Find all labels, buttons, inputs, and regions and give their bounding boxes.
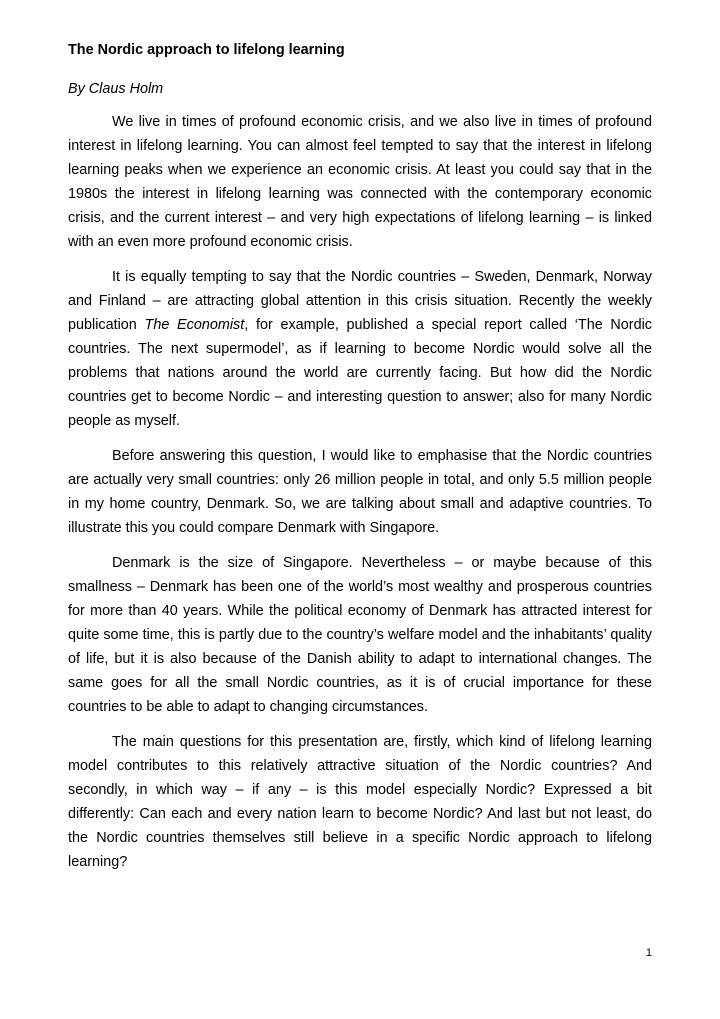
document-title: The Nordic approach to lifelong learning xyxy=(68,42,345,58)
text-run: It is equally tempting to say that the Nordic countries – Sweden, Denmark, Norway and Finland – are attracting global attention in this crisis situation. Recently the weekly publication xyxy=(68,269,652,333)
author-byline: By Claus Holm xyxy=(68,81,164,97)
text-run: Denmark is the size of Singapore. Nevertheless – or maybe because of this smallness – Denmark has been one of the world’s most wealthy and prosperous countries for more than 40 years. While the political economy of Denmark has attracted interest for quite some time, this is partly due to the country’s welfare model and the inhabitants’ quality of life, but it is also because of the Danish ability to adapt to international changes. The same goes for all the small Nordic countries, as it is of crucial importance for these countries to be able to adapt to changing circumstances. xyxy=(68,555,652,715)
text-run: The main questions for this presentation are, firstly, which kind of lifelong learning model contributes to this relatively attractive situation of the Nordic countries? And secondly, in which way – if any – is this model especially Nordic? Expressed a bit differently: Can each and every nation learn to become Nordic? And last but not least, do the Nordic countries themselves still believe in a specific Nordic approach to lifelong learning? xyxy=(68,734,652,870)
body-paragraph xyxy=(68,551,652,719)
body-paragraph xyxy=(68,444,652,540)
body-paragraph xyxy=(68,110,652,254)
body-paragraph xyxy=(68,730,652,874)
body-paragraph xyxy=(68,265,652,433)
text-run: Before answering this question, I would like to emphasise that the Nordic countries are actually very small countries: only 26 million people in total, and only 5.5 million people in my home country, Denmark. So, we are talking about small and adaptive countries. To illustrate this you could compare Denmark with Singapore. xyxy=(68,448,652,536)
page-number: 1 xyxy=(645,947,652,959)
italic-text-run: The Economist xyxy=(144,317,245,333)
document-body xyxy=(68,110,652,874)
text-run: , for example, published a special report called ‘The Nordic countries. The next supermodel’, as if learning to become Nordic would solve all the problems that nations around the world are currently facing. But how did the Nordic countries get to become Nordic – and interesting question to answer; also for many Nordic people as myself. xyxy=(68,317,652,429)
text-run: We live in times of profound economic crisis, and we also live in times of profound interest in lifelong learning. You can almost feel tempted to say that the interest in lifelong learning peaks when we experience an economic crisis. At least you could say that in the 1980s the interest in lifelong learning was connected with the contemporary economic crisis, and the current interest – and very high expectations of lifelong learning – is linked with an even more profound economic crisis. xyxy=(68,114,652,250)
document-page xyxy=(68,40,652,885)
